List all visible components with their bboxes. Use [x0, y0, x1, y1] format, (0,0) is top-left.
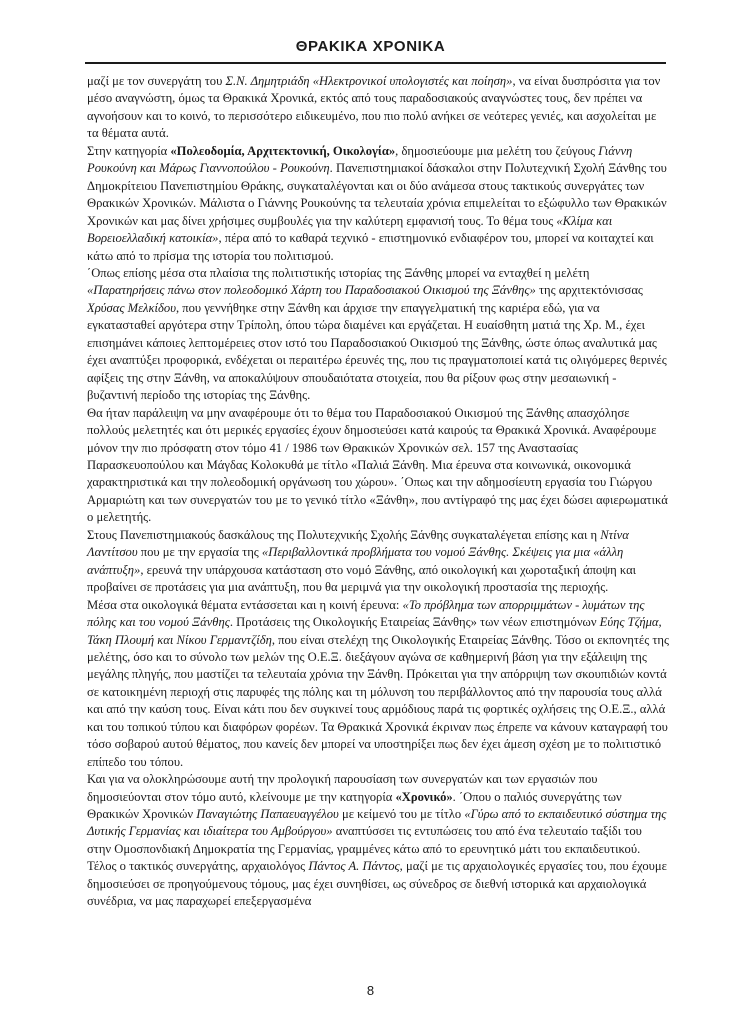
bold-text: «Πολεοδομία, Αρχιτεκτονική, Οικολογία» [170, 143, 396, 158]
paragraph [87, 597, 669, 772]
italic-text: «Γύρω από το εκπαιδευτικό σύστημα της Δυτικής Γερμανίας και ιδιαίτερα του Αμβούργου» [87, 807, 667, 839]
italic-text: «Παρατηρήσεις πάνω στον πολεοδομικό Χάρτη του Παραδοσιακού Οικισμού της Ξάνθης» [87, 283, 536, 298]
italic-text: Πάντος Α. Πάντος [308, 859, 400, 874]
journal-title: ΘΡΑΚΙΚΑ ΧΡΟΝΙΚΑ [295, 38, 446, 55]
paragraph [87, 73, 669, 143]
text-run: . ΄Οπου ο παλιός συνεργάτης των Θρακικών Χρονικών [87, 789, 622, 822]
italic-text: Εύης Τζήμα, Τάκη Πλουμή και Νίκου Γερμαντζίδη [87, 615, 662, 647]
running-header [0, 38, 741, 56]
paragraph [87, 527, 669, 597]
text-run: Μέσα στα οικολογικά θέματα εντάσσεται και η κοινή έρευνα: [87, 597, 403, 612]
page-number: 8 [366, 983, 375, 998]
paragraph [87, 405, 669, 527]
text-run: Τέλος ο τακτικός συνεργάτης, αρχαιολόγος [87, 859, 309, 874]
article-body [87, 73, 669, 911]
text-run: , πέρα από το καθαρά τεχνικό - επιστημονικό ενδιαφέρον του, μπορεί να κοιταχτεί και κάτω από το πρίσμα της ιστορία του πολιτισμού. [87, 231, 654, 263]
italic-text: «Το πρόβλημα των απορριμμάτων - λυμάτων της πόλης και του νομού Ξάνθης [87, 597, 645, 630]
text-run: , δημοσιεύουμε μια μελέτη του ζεύγους [395, 143, 599, 158]
italic-text: Ντίνα Λαντίτσου [87, 527, 629, 560]
italic-text: «Περιβαλλοντικά προβλήματα του νομού Ξάνθης. Σκέψεις για μια «άλλη ανάπτυξη» [87, 545, 624, 577]
italic-text: Χρύσας Μελκίδου [87, 300, 176, 315]
text-run: της αρχιτεκτόνισσας [535, 283, 643, 298]
italic-text: «Κλίμα και Βορειοελλαδική κατοικία» [87, 213, 613, 246]
italic-text: Γιάννη Ρουκούνη και Μάρως Γιαννοπούλου - Ρουκούνη [87, 143, 633, 176]
text-run: Στους Πανεπιστημιακούς δασκάλους της Πολυτεχνικής Σχολής Ξάνθης συγκαταλέγεται επίσης και η [87, 527, 601, 542]
text-run: Και για να ολοκληρώσουμε αυτή την προλογική παρουσίαση των συνεργατών και των εργασιών που δημοσιεύονται στον τόμο αυτό, κλείνουμε με την κατηγορία [87, 772, 598, 804]
text-run: αναπτύσσει τις εντυπώσεις του από ένα τελευταίο ταξίδι του στην Ομοσπονδιακή Δημοκρατία της Γερμανίας, γραμμένες κάτω από το ερευνητικό μάτι του εκπαιδευτικού. [87, 824, 642, 856]
italic-text: Παναγιώτης Παπαευαγγέλου [196, 807, 339, 822]
text-run: , ερευνά την υπάρχουσα κατάσταση στο νομό Ξάνθης, από οικολογική και χωροταξική άποψη και προβαίνει σε προτάσεις για μια ανάπτυξη, που θα μεριμνά για την οικολογική προστασία της περιοχής. [87, 562, 637, 595]
text-run: , που είναι στελέχη της Οικολογικής Εταιρείας Ξάνθης. Τόσο οι εκπονητές της μελέτης, όσο και το σύνολο των μελών της Ο.Ε.Ξ. διεξάγουν αγώνα σε καθημερινή βάση για την εξάλειψη της μεγάλης πληγής, που μαστίζει τα τελευταία χρόνια την Ξάνθη. Πρόκειται για την απόρριψη των σκουπιδιών κοντά σε κατοικημένη περιοχή στις παρυφές της πόλης και τη μόλυνση του περιβάλλοντος από την παρουσία τους αλλά και από την καύση τους. Είναι κάτι που δεν συγκινεί τους αρμόδιους παρά τις φορτικές οχλήσεις της Ο.Ε.Ξ., αλλά και του τοπικού τύπου και διαφόρων φορέων. Τα Θρακικά Χρονικά έκριναν πως έπρεπε να κάνουν καταγραφή του τόσο σοβαρού αυτού θέματος, που κανείς δεν μπορεί να υποστηρίξει πως δεν έχει άμεση σχέση με το πολιτιστικό επίπεδο του τόπου. [87, 632, 669, 769]
paragraph [87, 771, 669, 858]
header-rule [85, 62, 666, 64]
text-run: , να είναι δυσπρόσιτα για τον μέσο αναγνώστη, όμως τα Θρακικά Χρονικά, εκτός από τους παραδοσιακούς αναγνώστες τους, δεν πρέπει να αγνοήσουν και το κοινό, το περισσότερο ειδικευμένο, που πιο πολύ ανήκει σε νεότερες γενιές, και ασχολείται με τα θέματα αυτά. [87, 74, 661, 141]
text-run: . Πανεπιστημιακοί δάσκαλοι στην Πολυτεχνική Σχολή Ξάνθης του Δημοκρίτειου Πανεπιστημίου Θράκης, συγκαταλέγονται και οι δύο ανάμεσα στους τακτικούς συνεργάτες των Θρακικών Χρονικών. Μάλιστα ο Γιάννης Ρουκούνης τα τελευταία χρόνια επιμελείται το εξώφυλλο των Θρακικών Χρονικών και μας δίνει χρήσιμες συμβουλές για την καλύτερη εμφανισή τους. Το θέμα τους [87, 161, 667, 228]
text-run: ΄Οπως επίσης μέσα στα πλαίσια της πολιτιστικής ιστορίας της Ξάνθης μπορεί να ενταχθεί η μελέτη [87, 265, 590, 280]
text-run: Στην κατηγορία [87, 143, 171, 158]
text-run: , μαζί με τις αρχαιολογικές εργασίες του, που έχουμε δημοσιεύσει σε προηγούμενους τόμους, μας έχει συνηθίσει, ως σύνεδρος σε διεθνή ιστορικά και αρχαιολογικά συνέδρια, να μας παραχωρεί επεξεργασμένα [87, 859, 667, 909]
text-run: μαζί με τον συνεργάτη του [87, 74, 226, 88]
paragraph [87, 143, 669, 265]
text-run: Θα ήταν παράλειψη να μην αναφέρουμε ότι το θέμα του Παραδοσιακού Οικισμού της Ξάνθης απασχόλησε πολλούς μελετητές και ότι μερικές εργασίες έχουν δημοσιεύσει κατά καιρούς τα Θρακικά Χρονικά. Αναφέρουμε μόνον την πιο πρόσφατη στον τόμο 41 / 1986 των Θρακικών Χρονικών σελ. 157 της Αναστασίας Παρασκευοπούλου και Μάγδας Κολοκυθά με τίτλο «Παλιά Ξάνθη. Μια έρευνα στα κοινωνικά, οικονομικά χαρακτηριστικά και την πολεοδομική οργάνωση του χώρου». ΄Οπως και την αδημοσίευτη εργασία του Γιώργου Αρμαριώτη και των συνεργατών του με το γενικό τίτλο «Ξάνθη», που αντίγραφό της μας έχει δώσει αφιερωματικά ο μελετητής. [87, 405, 668, 525]
text-run: . Προτάσεις της Οικολογικής Εταιρείας Ξάνθης» των νέων επιστημόνων [229, 615, 600, 630]
italic-text: Σ.Ν. Δημητριάδη «Ηλεκτρονικοί υπολογιστές και ποίηση» [225, 74, 513, 88]
text-run: , που γεννήθηκε στην Ξάνθη και άρχισε την επαγγελματική της καριέρα εδώ, για να εγκατασταθεί αργότερα στην Τρίπολη, όπου τώρα διαμένει και εργάζεται. Η ευαίσθητη ματιά της Χρ. Μ., έχει επισημάνει κάποιες λεπτομέρειες στον ιστό του Παραδοσιακού Οικισμού της Ξάνθης, ώστε όπως αναλυτικά μας έχει αναπτύξει προφορικά, ενδέχεται οι περαιτέρω έρευνές της, που τις πραγματοποιεί κατά τις ολιγόμερες θερινές αφίξεις της στην Ξάνθη, να αποκαλύψουν σπουδαιότατα στοιχεία, που θα ρίξουν φως στην μεσαιωνική - βυζαντινή περίοδο της ιστορίας της Ξάνθης. [87, 300, 667, 403]
text-run: με κείμενό του με τίτλο [338, 807, 465, 822]
text-run: που με την εργασία της [137, 545, 262, 560]
paragraph [87, 265, 669, 405]
paragraph [87, 858, 669, 910]
bold-text: «Χρονικό» [395, 789, 453, 804]
